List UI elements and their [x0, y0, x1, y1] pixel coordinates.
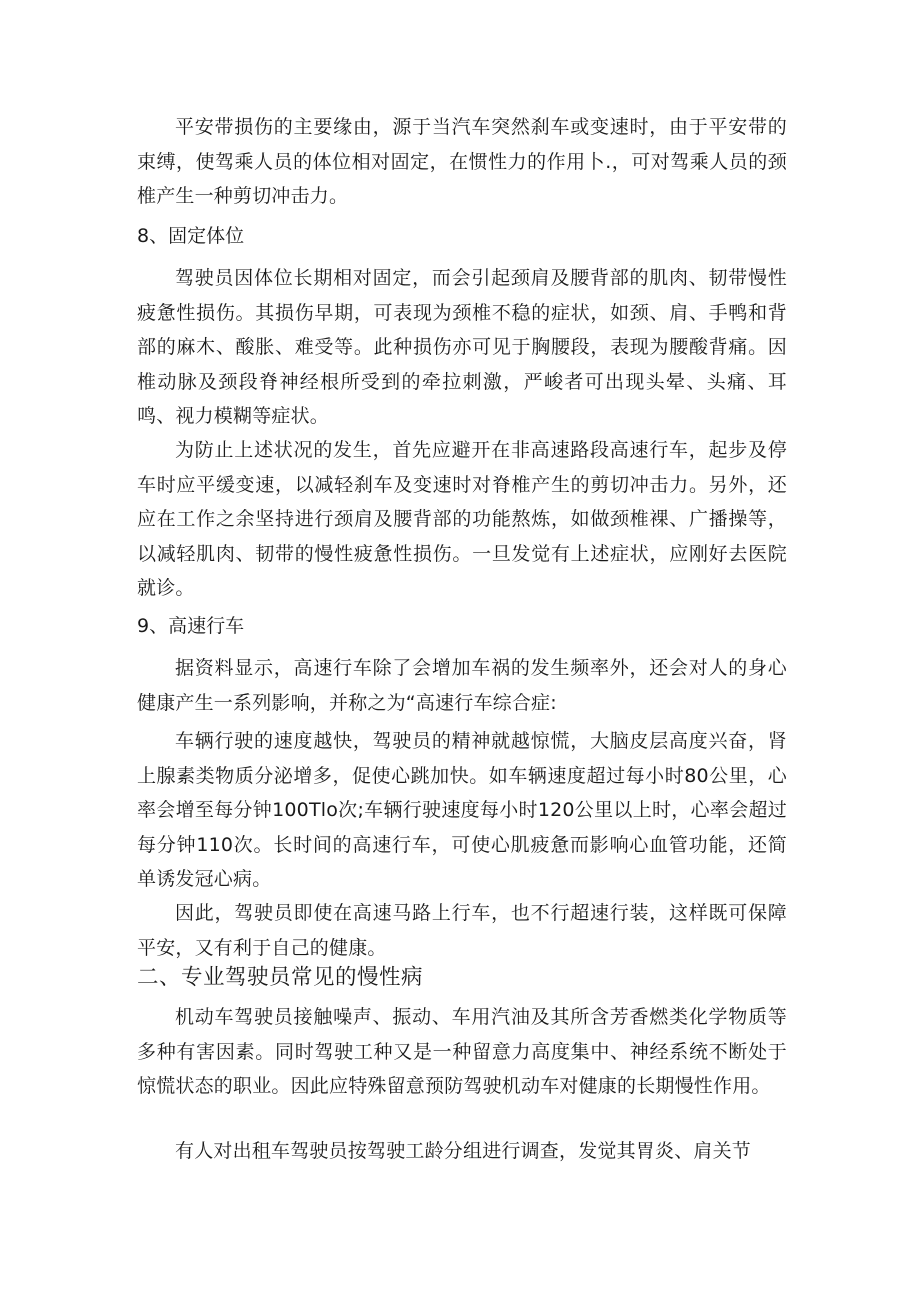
section-heading-chronic-diseases: 二、专业驾驶员常见的慢性病 — [137, 965, 424, 990]
paragraph-taxi-survey: 有人对出租车驾驶员按驾驶工龄分组进行调查，发觉其胃炎、肩关节 — [175, 1140, 752, 1162]
subheading-fixed-posture: 8、固定体位 — [137, 225, 245, 247]
paragraph-posture-injury: 驾驶员因体位长期相对固定，而会引起颈肩及腰背部的肌肉、韧带慢性疲惫性损伤。其损伤早期，可表现为颈椎不稳的症状，如颈、肩、手鸭和背部的麻木、酸胀、难受等。此种损伤亦可见于胸腰段，表现为腰酸背痛。因椎动脉及颈段脊神经根所受到的牵拉刺激，严峻者可出现头晕、头痛、耳鸣、视力模糊等症状。 — [137, 267, 787, 427]
paragraph-conclusion: 因此，驾驶员即使在高速马路上行车，也不行超速行装，这样既可保障平安，又有利于自己的健康。 — [137, 902, 787, 959]
paragraph-heart-rate: 车辆行驶的速度越快，驾驶员的精神就越惊慌，大脑皮层高度兴奋，肾上腺素类物质分泌增多，促使心跳加快。如车辆速度超过每小时80公里，心率会增至每分钟100Tlo次;车辆行驶速度每小时120公里以上时，心率会超过每分钟110次。长时间的高速行车，可使心肌疲惫而影响心血管功能，还简单诱发冠心病。 — [137, 730, 787, 890]
subheading-high-speed-driving: 9、高速行车 — [137, 615, 245, 637]
paragraph-seatbelt-injury: 平安带损伤的主要缘由，源于当汽车突然刹车或变速时，由于平安带的束缚，使驾乘人员的体位相对固定，在惯性力的作用卜.，可对驾乘人员的颈椎产生一种剪切冲击力。 — [137, 116, 787, 207]
paragraph-prevention: 为防止上述状况的发生，首先应避开在非高速路段高速行车，起步及停车时应平缓变速，以减轻刹车及变速时对脊椎产生的剪切冲击力。另外，还应在工作之余坚持进行颈肩及腰背部的功能熬炼，如做颈椎裸、广播操等，以减轻肌肉、韧带的慢性疲惫性损伤。一旦发觉有上述症状，应刚好去医院就诊。 — [137, 439, 787, 599]
paragraph-harmful-factors: 机动车驾驶员接触噪声、振动、车用汽油及其所含芳香燃类化学物质等多种有害因素。同时驾驶工种又是一种留意力高度集中、神经系统不断处于惊慌状态的职业。因此应特殊留意预防驾驶机动车对健康的长期慢性作用。 — [137, 1006, 787, 1097]
paragraph-high-speed-syndrome: 据资料显示，高速行车除了会增加车祸的发生频率外，还会对人的身心健康产生一系列影响，并称之为“高速行车综合症: — [137, 657, 787, 714]
